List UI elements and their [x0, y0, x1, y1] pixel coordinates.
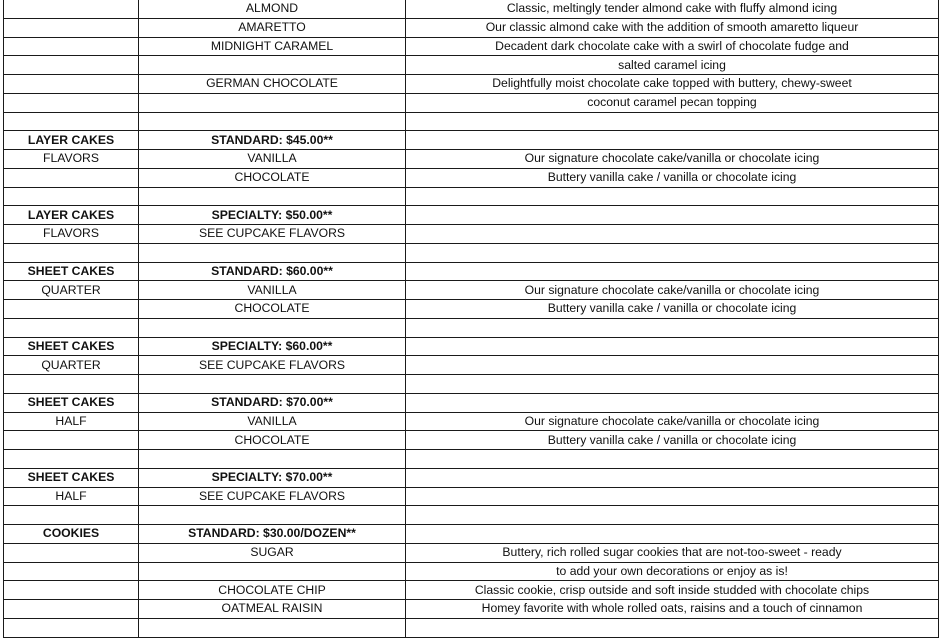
table-row — [4, 600, 939, 619]
table-row — [4, 18, 939, 37]
description-cell — [406, 393, 939, 412]
description-cell: Our signature chocolate cake/vanilla or chocolate icing — [406, 281, 939, 300]
table-row — [4, 337, 939, 356]
table-row — [4, 412, 939, 431]
category-cell — [4, 506, 139, 525]
description-cell: Our signature chocolate cake/vanilla or chocolate icing — [406, 150, 939, 169]
table-row — [4, 393, 939, 412]
category-cell: FLAVORS — [4, 225, 139, 244]
price-cell: SPECIALTY: $70.00** — [139, 468, 406, 487]
table-row — [4, 543, 939, 562]
table-row — [4, 300, 939, 319]
category-cell: COOKIES — [4, 525, 139, 544]
description-cell: Decadent dark chocolate cake with a swirl of chocolate fudge and — [406, 37, 939, 56]
description-cell: Classic, meltingly tender almond cake with fluffy almond icing — [406, 0, 939, 18]
description-cell — [406, 337, 939, 356]
category-cell — [4, 562, 139, 581]
description-cell: Delightfully moist chocolate cake topped with buttery, chewy-sweet — [406, 75, 939, 94]
description-cell: Buttery vanilla cake / vanilla or chocolate icing — [406, 431, 939, 450]
flavor-cell — [139, 187, 406, 206]
category-cell — [4, 431, 139, 450]
description-cell — [406, 206, 939, 225]
flavor-cell — [139, 56, 406, 75]
flavor-cell: SUGAR — [139, 543, 406, 562]
description-cell: Our signature chocolate cake/vanilla or chocolate icing — [406, 412, 939, 431]
category-cell — [4, 581, 139, 600]
price-cell: STANDARD: $45.00** — [139, 131, 406, 150]
category-cell: QUARTER — [4, 281, 139, 300]
table-row — [4, 375, 939, 394]
description-cell: Homey favorite with whole rolled oats, raisins and a touch of cinnamon — [406, 600, 939, 619]
price-table-body — [4, 0, 939, 637]
table-row — [4, 168, 939, 187]
flavor-cell: VANILLA — [139, 412, 406, 431]
category-cell: SHEET CAKES — [4, 393, 139, 412]
category-cell — [4, 93, 139, 112]
table-row — [4, 262, 939, 281]
description-cell — [406, 356, 939, 375]
description-cell — [406, 487, 939, 506]
table-row — [4, 618, 939, 637]
price-table — [3, 0, 939, 638]
flavor-cell: VANILLA — [139, 150, 406, 169]
table-row — [4, 525, 939, 544]
flavor-cell — [139, 243, 406, 262]
category-cell: FLAVORS — [4, 150, 139, 169]
table-row — [4, 56, 939, 75]
table-row — [4, 225, 939, 244]
table-row — [4, 356, 939, 375]
table-row — [4, 37, 939, 56]
flavor-cell: ALMOND — [139, 0, 406, 18]
category-cell — [4, 243, 139, 262]
table-row — [4, 93, 939, 112]
table-row — [4, 75, 939, 94]
table-row — [4, 281, 939, 300]
description-cell — [406, 375, 939, 394]
category-cell — [4, 543, 139, 562]
table-row — [4, 506, 939, 525]
category-cell — [4, 0, 139, 18]
flavor-cell — [139, 618, 406, 637]
description-cell: to add your own decorations or enjoy as is! — [406, 562, 939, 581]
category-cell: SHEET CAKES — [4, 337, 139, 356]
category-cell: HALF — [4, 412, 139, 431]
flavor-cell: CHOCOLATE — [139, 168, 406, 187]
description-cell — [406, 131, 939, 150]
table-row — [4, 206, 939, 225]
flavor-cell — [139, 318, 406, 337]
flavor-cell: CHOCOLATE CHIP — [139, 581, 406, 600]
category-cell — [4, 318, 139, 337]
description-cell — [406, 525, 939, 544]
flavor-cell — [139, 112, 406, 131]
price-cell: STANDARD: $60.00** — [139, 262, 406, 281]
description-cell — [406, 225, 939, 244]
category-cell: QUARTER — [4, 356, 139, 375]
table-row — [4, 468, 939, 487]
description-cell: Buttery, rich rolled sugar cookies that are not-too-sweet - ready — [406, 543, 939, 562]
description-cell — [406, 450, 939, 469]
flavor-cell: VANILLA — [139, 281, 406, 300]
description-cell — [406, 112, 939, 131]
category-cell — [4, 600, 139, 619]
price-cell: STANDARD: $30.00/DOZEN** — [139, 525, 406, 544]
category-cell: HALF — [4, 487, 139, 506]
flavor-cell: SEE CUPCAKE FLAVORS — [139, 356, 406, 375]
category-cell — [4, 18, 139, 37]
description-cell — [406, 187, 939, 206]
table-row — [4, 112, 939, 131]
category-cell — [4, 618, 139, 637]
category-cell — [4, 300, 139, 319]
category-cell — [4, 112, 139, 131]
table-row — [4, 562, 939, 581]
table-row — [4, 0, 939, 18]
price-cell: SPECIALTY: $50.00** — [139, 206, 406, 225]
description-cell: Buttery vanilla cake / vanilla or chocolate icing — [406, 168, 939, 187]
flavor-cell — [139, 93, 406, 112]
table-row — [4, 243, 939, 262]
description-cell — [406, 506, 939, 525]
category-cell: SHEET CAKES — [4, 468, 139, 487]
table-row — [4, 131, 939, 150]
description-cell: Classic cookie, crisp outside and soft inside studded with chocolate chips — [406, 581, 939, 600]
category-cell — [4, 187, 139, 206]
flavor-cell: SEE CUPCAKE FLAVORS — [139, 225, 406, 244]
flavor-cell: OATMEAL RAISIN — [139, 600, 406, 619]
table-row — [4, 450, 939, 469]
flavor-cell: AMARETTO — [139, 18, 406, 37]
description-cell: coconut caramel pecan topping — [406, 93, 939, 112]
flavor-cell: CHOCOLATE — [139, 431, 406, 450]
flavor-cell: SEE CUPCAKE FLAVORS — [139, 487, 406, 506]
table-row — [4, 431, 939, 450]
flavor-cell: CHOCOLATE — [139, 300, 406, 319]
table-row — [4, 487, 939, 506]
description-cell — [406, 618, 939, 637]
description-cell — [406, 318, 939, 337]
category-cell — [4, 450, 139, 469]
description-cell — [406, 262, 939, 281]
category-cell — [4, 375, 139, 394]
flavor-cell: MIDNIGHT CARAMEL — [139, 37, 406, 56]
table-row — [4, 581, 939, 600]
price-cell: SPECIALTY: $60.00** — [139, 337, 406, 356]
category-cell — [4, 168, 139, 187]
category-cell: LAYER CAKES — [4, 131, 139, 150]
flavor-cell — [139, 506, 406, 525]
table-row — [4, 318, 939, 337]
category-cell — [4, 56, 139, 75]
flavor-cell — [139, 562, 406, 581]
flavor-cell — [139, 450, 406, 469]
flavor-cell — [139, 375, 406, 394]
category-cell — [4, 37, 139, 56]
price-cell: STANDARD: $70.00** — [139, 393, 406, 412]
description-cell: Buttery vanilla cake / vanilla or chocolate icing — [406, 300, 939, 319]
description-cell: Our classic almond cake with the addition of smooth amaretto liqueur — [406, 18, 939, 37]
flavor-cell: GERMAN CHOCOLATE — [139, 75, 406, 94]
category-cell: SHEET CAKES — [4, 262, 139, 281]
description-cell: salted caramel icing — [406, 56, 939, 75]
table-row — [4, 150, 939, 169]
description-cell — [406, 468, 939, 487]
category-cell — [4, 75, 139, 94]
description-cell — [406, 243, 939, 262]
category-cell: LAYER CAKES — [4, 206, 139, 225]
table-row — [4, 187, 939, 206]
